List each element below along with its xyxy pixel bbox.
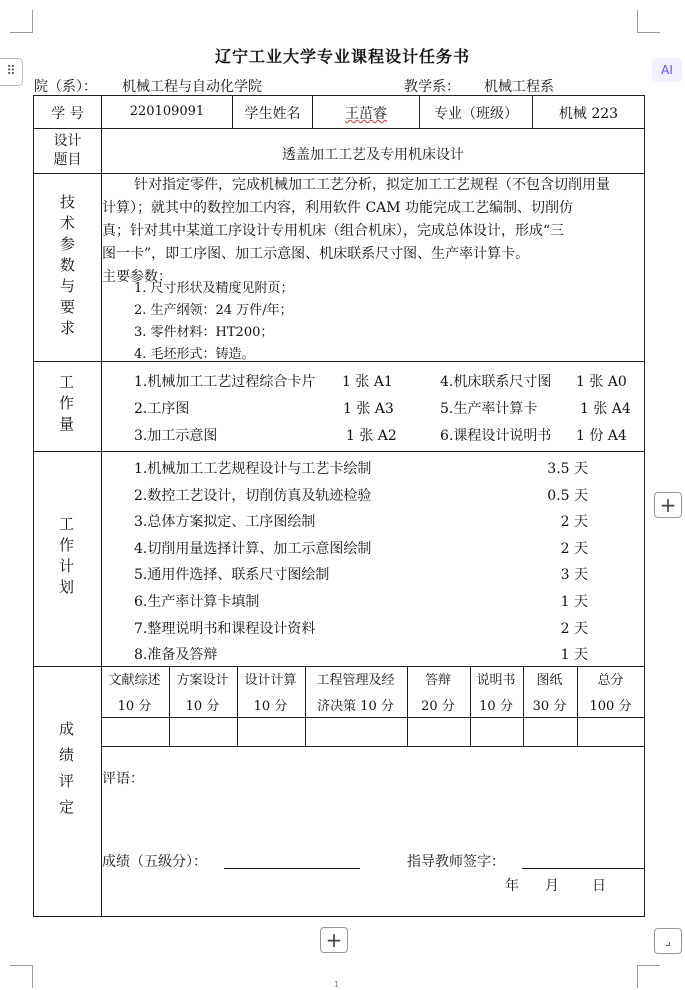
- grade-label: 成绩（五级分）：: [102, 854, 207, 870]
- college-label: 院（系）：: [34, 79, 97, 95]
- grade-col-name: 总分: [597, 673, 624, 688]
- grade-col-name: 设计计算: [244, 673, 297, 688]
- student-id-value: 220109091: [129, 104, 205, 119]
- workload-item: 5.生产率计算卡: [440, 401, 538, 417]
- major-label: 专业（班级）: [434, 106, 518, 122]
- workload-item: 2.工序图: [134, 401, 190, 417]
- date-month-label: 月: [545, 878, 559, 894]
- params-title: 主要参数：: [102, 269, 172, 285]
- student-id-label: 学 号: [51, 106, 84, 122]
- crop-mark-bottom-left: [10, 965, 33, 988]
- grade-col-score: 20 分: [421, 699, 455, 714]
- page-number: 1: [334, 980, 340, 989]
- plan-days-value: 3.5 天: [547, 461, 588, 477]
- grade-col-score: 10 分: [117, 699, 152, 714]
- workload-qty: 1 张 A4: [580, 401, 631, 417]
- grade-col-name: 答辩: [424, 673, 451, 688]
- requirements-label: 技 术 参 数 与 要 求: [59, 193, 75, 337]
- param-item: 2. 生产纲领：24 万件/年；: [134, 303, 293, 318]
- workload-qty: 1 张 A2: [346, 428, 397, 444]
- grade-input-line[interactable]: [224, 868, 360, 869]
- comment-label: 评语：: [102, 771, 144, 787]
- workload-qty: 1 张 A3: [343, 401, 394, 417]
- params-list: [134, 278, 294, 366]
- param-item: 4. 毛坯形式：铸造。: [134, 347, 255, 362]
- dept-value: 机械工程系: [484, 79, 554, 95]
- plan-task: 5.通用件选择、联系尺寸图绘制: [134, 567, 330, 584]
- topic-value: 透盖加工工艺及专用机床设计: [282, 147, 464, 163]
- param-item: 3. 零件材料：HT200；: [134, 325, 274, 340]
- grading-label: 成 绩 评 定: [58, 720, 74, 816]
- crop-mark-top-right: [637, 10, 660, 33]
- grade-col-name: 方案设计: [176, 673, 229, 688]
- document-title: 辽宁工业大学专业课程设计任务书: [214, 47, 470, 66]
- plan-label: 工 作 计 划: [58, 515, 74, 596]
- workload-qty: 1 份 A4: [576, 428, 627, 444]
- grade-col-name: 说明书: [476, 673, 516, 688]
- topic-label: 设计 题目: [53, 133, 82, 168]
- plan-days-value: 1 天: [560, 647, 588, 664]
- student-name-value: 王茁睿: [345, 106, 387, 122]
- grade-col-name: 图纸: [536, 673, 563, 688]
- plan-task: 4.切削用量选择计算、加工示意图绘制: [134, 540, 372, 557]
- workload-item: 4.机床联系尺寸图: [440, 374, 552, 390]
- workload-item: 1.机械加工工艺过程综合卡片: [134, 374, 316, 390]
- param-item: 1. 尺寸形状及精度见附页；: [134, 281, 294, 296]
- plan-task: 1.机械加工工艺规程设计与工艺卡绘制: [134, 461, 372, 477]
- plan-task: 2.数控工艺设计，切削仿真及轨迹检验: [134, 487, 372, 504]
- plan-task: 7.整理说明书和课程设计资料: [134, 620, 316, 637]
- date-year-label: 年: [505, 878, 519, 894]
- workload-label: 工 作 量: [58, 373, 74, 433]
- grade-col-score: 30 分: [532, 699, 567, 714]
- workload-item: 6.课程设计说明书: [440, 428, 552, 444]
- ai-assistant-button[interactable]: AI: [652, 58, 682, 82]
- plan-task: 8.准备及答辩: [134, 647, 218, 664]
- college-value: 机械工程与自动化学院: [122, 79, 262, 95]
- workload-qty: 1 张 A0: [576, 374, 627, 390]
- grade-col-score: 100 分: [589, 699, 632, 714]
- plan-days-value: 0.5 天: [547, 487, 588, 504]
- workload-item: 3.加工示意图: [134, 428, 218, 444]
- plan-days-value: 3 天: [560, 567, 588, 584]
- crop-mark-top-left: [10, 10, 33, 33]
- plan-task: 3.总体方案拟定、工序图绘制: [134, 514, 316, 531]
- grade-col-score: 济决策 10 分: [317, 699, 394, 714]
- date-day-label: 日: [592, 878, 606, 894]
- workload-qty: 1 张 A1: [342, 374, 393, 390]
- signature-label: 指导教师签字：: [407, 854, 505, 870]
- plan-days: [528, 456, 588, 669]
- add-column-button[interactable]: +: [654, 492, 682, 518]
- resize-corner-icon[interactable]: ⌟: [654, 928, 682, 954]
- plan-days-value: 2 天: [560, 514, 588, 531]
- dept-label: 教学系：: [404, 79, 460, 95]
- grade-col-score: 10 分: [479, 699, 513, 714]
- grade-col-name: 文献综述: [108, 673, 161, 688]
- plan-tasks: [134, 456, 371, 669]
- grade-col-score: 10 分: [253, 699, 288, 714]
- add-row-button[interactable]: +: [320, 927, 348, 953]
- crop-mark-bottom-right: [637, 965, 660, 988]
- plan-days-value: 2 天: [560, 620, 588, 637]
- student-name-label: 学生姓名: [244, 106, 301, 122]
- requirements-text: 针对指定零件，完成机械加工工艺分析，拟定加工工艺规程（不包含切削用量 计算）；就其中的数控加工内容，利用软件 CAM 功能完成工艺编制、切削仿 真；针对其中某道工序设计专用机床（组合机床），完成总体设计，形成“三 图一卡”，即工序图、加工示意图、机床联系尺寸图、生产率计算卡。 主要参数：: [102, 174, 642, 288]
- drag-dots-icon[interactable]: ⠿: [0, 58, 23, 86]
- grade-col-score: 10 分: [185, 699, 220, 714]
- plan-days-value: 2 天: [560, 540, 588, 557]
- plan-task: 6.生产率计算卡填制: [134, 593, 260, 610]
- major-value: 机械 223: [558, 106, 619, 122]
- plan-days-value: 1 天: [560, 593, 588, 610]
- signature-input-line[interactable]: [522, 868, 644, 869]
- grade-col-name: 工程管理及经: [316, 673, 395, 688]
